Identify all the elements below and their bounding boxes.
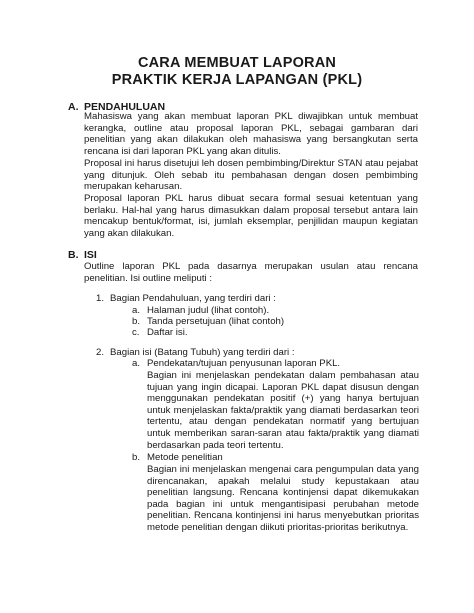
document-title-line-1: CARA MEMBUAT LAPORAN [137, 55, 337, 71]
item-1a-text: Halaman judul (lihat contoh). [147, 305, 270, 316]
section-b-heading: ISI [84, 249, 97, 261]
section-a-letter: A. [68, 101, 79, 113]
section-a-paragraph-1: Mahasiswa yang akan membuat laporan PKL diwajibkan untuk membuat kerangka, outline atau proposal laporan PKL, sebagai gambaran dari penelitian yang akan dilakukan oleh mahasiswa yang bersangkutan serta rencana isi dari laporan PKL yang akan ditulis. [84, 111, 418, 157]
item-2-number: 2. [96, 347, 105, 358]
section-a-paragraph-2: Proposal ini harus disetujui leh dosen pembimbing/Direktur STAN atau pejabat yang ditunjuk. Oleh sebab itu pembahasan dengan dosen pembimbing merupakan keharusan. [84, 158, 418, 193]
item-2a-letter: a. [132, 358, 141, 369]
item-1b-letter: b. [132, 316, 141, 327]
item-2-label: Bagian isi (Batang Tubuh) yang terdiri dari : [110, 347, 295, 358]
item-2a-title: Pendekatan/tujuan penyusunan laporan PKL. [147, 358, 341, 369]
item-2a-body: Bagian ini menjelaskan pendekatan dalam pembahasan atau tujuan yang ingin dicapai. Laporan PKL dapat disusun dengan menggunakan pendekatan positif (+) yang hanya bertujuan untuk menjelaskan fakta/praktik yang diamati berdasarkan teori tertentu, atau dengan pendekatan normatif yang bertujuan untuk memberikan saran-saran atau fakta/praktik yang diamati berdasarkan pada teori tertentu. [147, 370, 419, 451]
item-1c-text: Daftar isi. [147, 327, 188, 338]
item-2b-letter: b. [132, 452, 141, 463]
item-1a-letter: a. [132, 305, 141, 316]
item-1c-letter: c. [132, 327, 140, 338]
item-1b-text: Tanda persetujuan (lihat contoh) [147, 316, 285, 327]
section-b-intro: Outline laporan PKL pada dasarnya merupakan usulan atau rencana penelitian. Isi outline meliputi : [84, 261, 418, 284]
document-title-line-2: PRAKTIK KERJA LAPANGAN (PKL) [111, 72, 363, 88]
section-a-heading: PENDAHULUAN [84, 101, 166, 113]
item-2b-body: Bagian ini menjelaskan mengenai cara pengumpulan data yang direncanakan, apakah melalui study kepustakaan atau penelitian langsung. Rencana kontinjensi dapat dikemukakan pada bagian ini untuk mengantisipasi perubahan metode penelitian. Rencana kontinjensi ini harus menyebutkan prioritas metode penelitian dengan diikuti prioritas-prioritas berikutnya. [147, 464, 419, 533]
item-2b-title: Metode penelitian [147, 452, 223, 463]
item-1-label: Bagian Pendahuluan, yang terdiri dari : [110, 293, 276, 304]
section-a-paragraph-3: Proposal laporan PKL harus dibuat secara formal sesuai ketentuan yang berlaku. Hal-hal yang harus dimasukkan dalam proposal tersebut antara lain mencakup bentuk/format, isi, jumlah eksemplar, penjilidan maupun kegiatan yang akan dilakukan. [84, 193, 418, 239]
item-1-number: 1. [96, 293, 105, 304]
section-b-letter: B. [68, 249, 79, 261]
